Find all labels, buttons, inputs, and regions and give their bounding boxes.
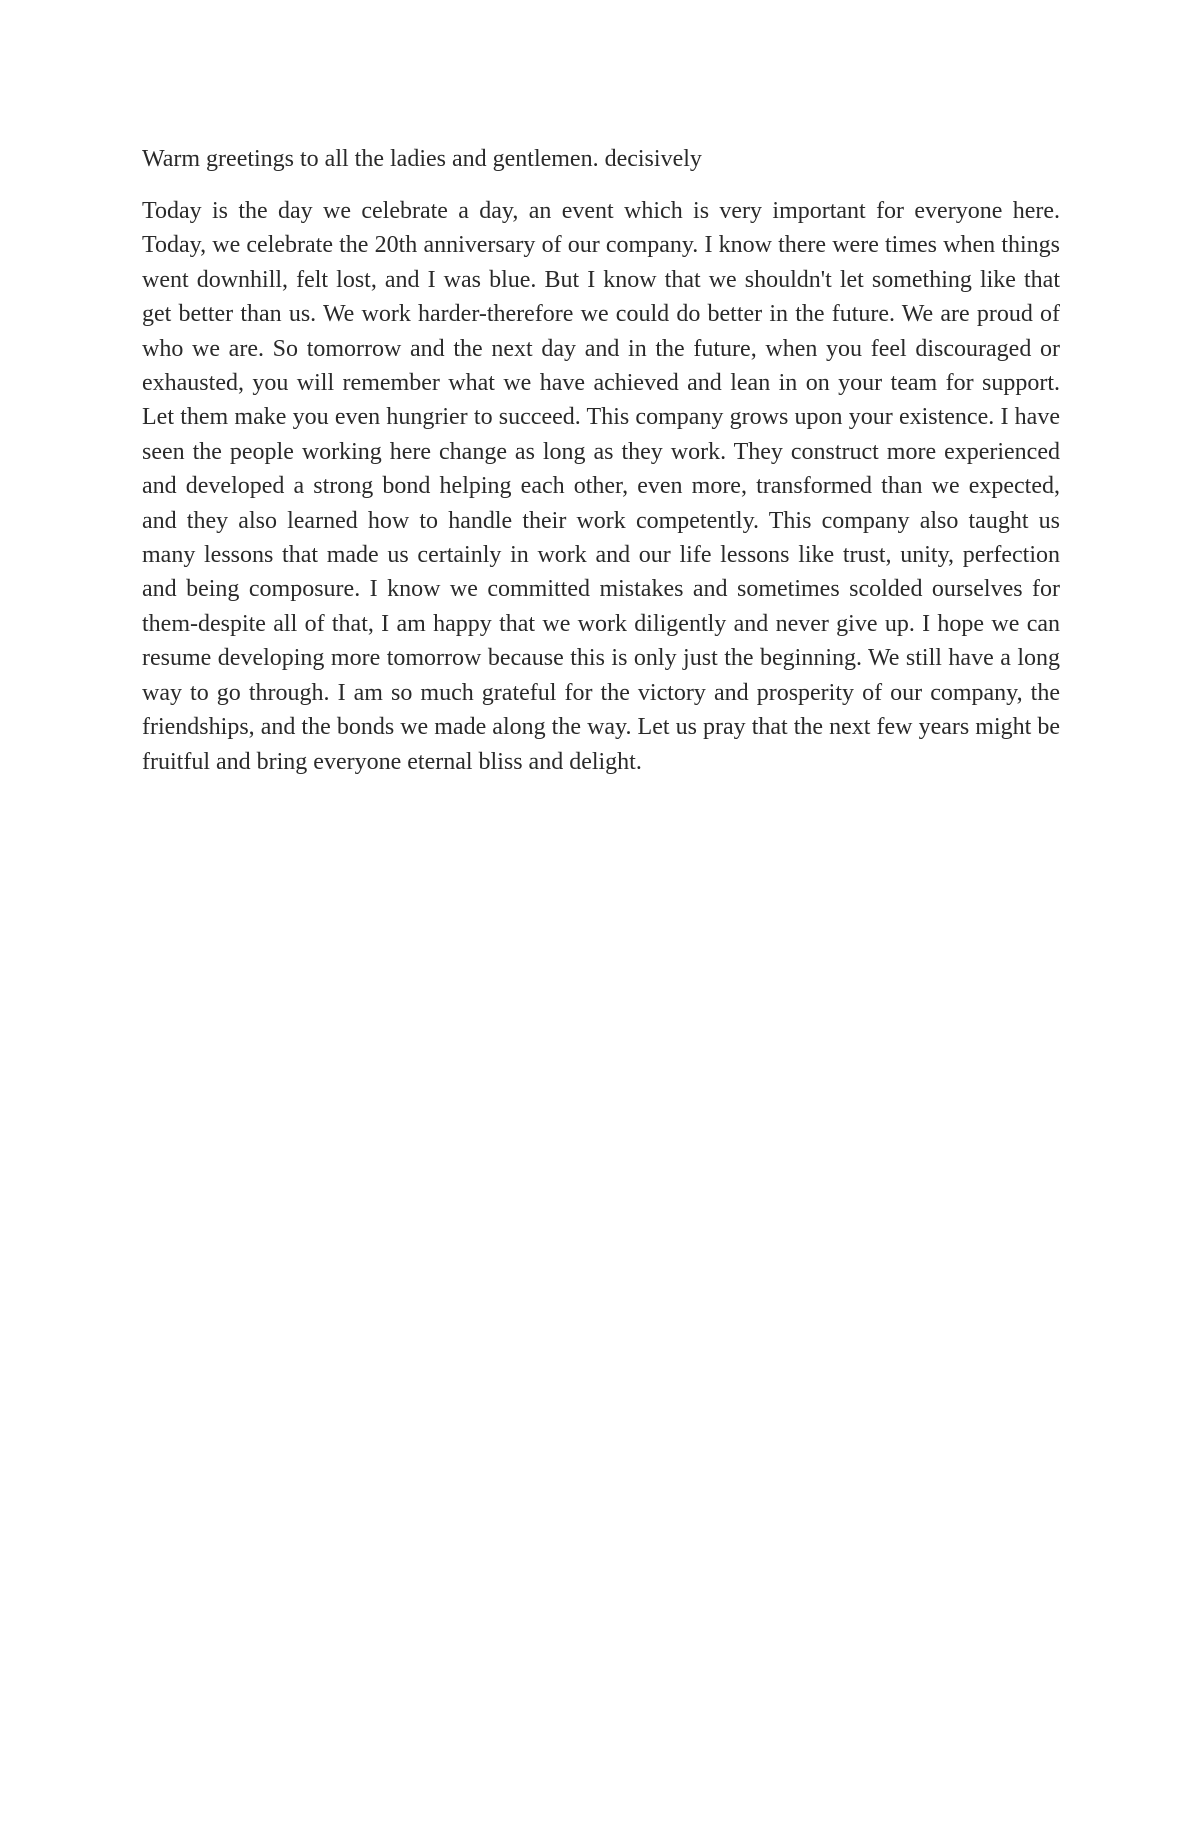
greeting-line: Warm greetings to all the ladies and gentlemen. decisively: [142, 146, 702, 172]
document-content: [142, 142, 1060, 779]
body-paragraph: Today is the day we celebrate a day, an event which is very important for everyone here. Today, we celebrate the 20th anniversary of our company. I know there were times when things went downhill, felt lost, and I was blue. But I know that we shouldn't let something like that get better than us. We work harder-therefore we could do better in the future. We are proud of who we are. So tomorrow and the next day and in the future, when you feel discouraged or exhausted, you will remember what we have achieved and lean in on your team for support. Let them make you even hungrier to succeed. This company grows upon your existence. I have seen the people working here change as long as they work. They construct more experienced and developed a strong bond helping each other, even more, transformed than we expected, and they also learned how to handle their work competently. This company also taught us many lessons that made us certainly in work and our life lessons like trust, unity, perfection and being composure. I know we committed mistakes and sometimes scolded ourselves for them-despite all of that, I am happy that we work diligently and never give up. I hope we can resume developing more tomorrow because this is only just the beginning. We still have a long way to go through. I am so much grateful for the victory and prosperity of our company, the friendships, and the bonds we made along the way. Let us pray that the next few years might be fruitful and bring everyone eternal bliss and delight.: [142, 198, 1060, 775]
